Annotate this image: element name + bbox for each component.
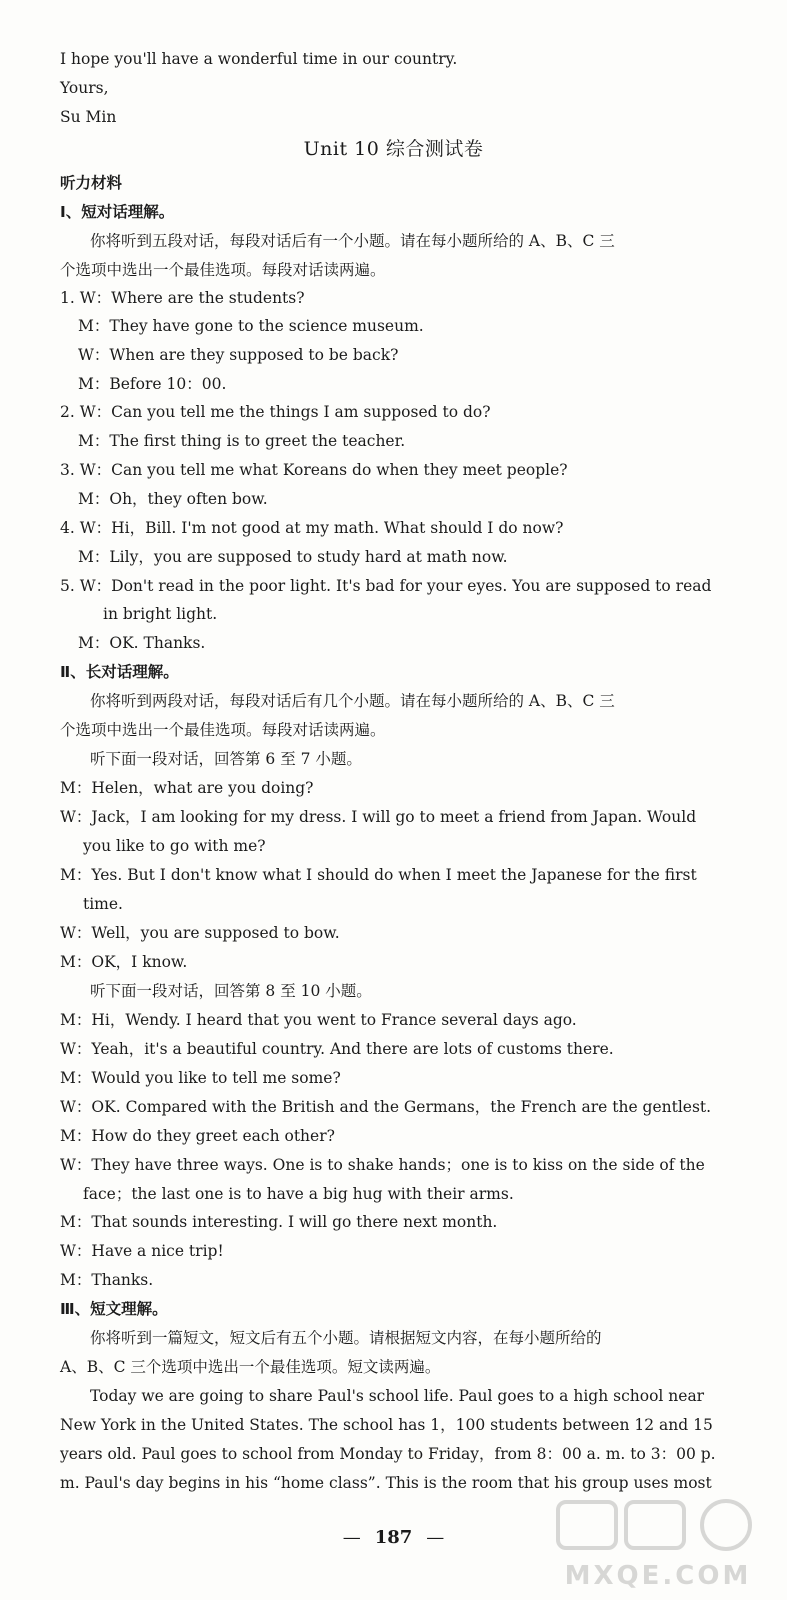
- section-heading: 听力材料: [60, 174, 123, 192]
- watermark-logo-icon: [540, 1498, 776, 1594]
- text-line: W：Well，you are supposed to bow.: [60, 924, 340, 942]
- section-heading: Ⅱ、长对话理解。: [60, 663, 179, 681]
- unit-title: Unit 10 综合测试卷: [303, 138, 484, 160]
- text-line: 个选项中选出一个最佳选项。每段对话读两遍。: [60, 721, 386, 739]
- text-line: W：They have three ways. One is to shake hands；one is to kiss on the side of the: [60, 1156, 705, 1174]
- page-number: 187: [374, 1527, 413, 1548]
- text-line: W：Yeah，it's a beautiful country. And there are lots of customs there.: [60, 1040, 614, 1058]
- text-line: face；the last one is to have a big hug with their arms.: [83, 1185, 514, 1203]
- text-line: 3. W：Can you tell me what Koreans do when they meet people?: [60, 461, 568, 479]
- text-line: M：How do they greet each other?: [60, 1127, 335, 1145]
- text-line: 2. W：Can you tell me the things I am supposed to do?: [60, 403, 491, 421]
- text-line: 听下面一段对话，回答第 6 至 7 小题。: [90, 750, 362, 768]
- text-line: M：They have gone to the science museum.: [78, 317, 424, 335]
- text-line: 你将听到五段对话，每段对话后有一个小题。请在每小题所给的 A、B、C 三: [90, 232, 615, 250]
- text-line: M：Helen，what are you doing?: [60, 779, 314, 797]
- text-line: 听下面一段对话，回答第 8 至 10 小题。: [90, 982, 372, 1000]
- text-line: years old. Paul goes to school from Monday to Friday，from 8：00 a. m. to 3：00 p.: [60, 1445, 716, 1463]
- text-line: M：OK，I know.: [60, 953, 188, 971]
- text-line: I hope you'll have a wonderful time in our country.: [60, 50, 458, 68]
- text-line: New York in the United States. The school has 1，100 students between 12 and 15: [60, 1416, 713, 1434]
- text-line: Su Min: [60, 108, 117, 126]
- text-line: M：Hi，Wendy. I heard that you went to France several days ago.: [60, 1011, 577, 1029]
- text-line: you like to go with me?: [83, 837, 266, 855]
- section-heading: Ⅰ、短对话理解。: [60, 203, 175, 221]
- text-line: 你将听到两段对话，每段对话后有几个小题。请在每小题所给的 A、B、C 三: [90, 692, 615, 710]
- text-line: Yours,: [60, 79, 109, 97]
- text-line: m. Paul's day begins in his “home class”. This is the room that his group uses most: [60, 1474, 712, 1492]
- text-line: M：Thanks.: [60, 1271, 154, 1289]
- text-line: time.: [83, 895, 123, 913]
- watermark-text: MXQE.COM: [564, 1561, 752, 1591]
- text-line: W：When are they supposed to be back?: [78, 346, 399, 364]
- text-line: M：The first thing is to greet the teacher.: [78, 432, 406, 450]
- text-line: 4. W：Hi，Bill. I'm not good at my math. What should I do now?: [60, 519, 564, 537]
- text-line: M：Yes. But I don't know what I should do when I meet the Japanese for the first: [60, 866, 697, 884]
- text-line: W：Have a nice trip!: [60, 1242, 224, 1260]
- text-line: Today we are going to share Paul's school life. Paul goes to a high school near: [90, 1387, 705, 1405]
- text-line: 个选项中选出一个最佳选项。每段对话读两遍。: [60, 261, 386, 279]
- text-line: 你将听到一篇短文，短文后有五个小题。请根据短文内容，在每小题所给的: [90, 1329, 602, 1347]
- text-line: M：Oh，they often bow.: [78, 490, 268, 508]
- text-line: M：Lily，you are supposed to study hard at math now.: [78, 548, 508, 566]
- footer-dash-left: —: [342, 1527, 361, 1548]
- text-line: A、B、C 三个选项中选出一个最佳选项。短文读两遍。: [60, 1358, 441, 1376]
- text-line: W：OK. Compared with the British and the Germans，the French are the gentlest.: [60, 1098, 712, 1116]
- text-line: in bright light.: [103, 605, 218, 623]
- text-line: M：That sounds interesting. I will go there next month.: [60, 1213, 498, 1231]
- text-line: 1. W：Where are the students?: [60, 289, 305, 307]
- text-line: M：Before 10：00.: [78, 375, 227, 393]
- section-heading: Ⅲ、短文理解。: [60, 1300, 168, 1318]
- text-line: W：Jack，I am looking for my dress. I will go to meet a friend from Japan. Would: [60, 808, 697, 826]
- text-line: M：OK. Thanks.: [78, 634, 206, 652]
- footer-dash-right: —: [426, 1527, 445, 1548]
- text-line: M：Would you like to tell me some?: [60, 1069, 341, 1087]
- text-line: 5. W：Don't read in the poor light. It's bad for your eyes. You are supposed to read: [60, 577, 712, 595]
